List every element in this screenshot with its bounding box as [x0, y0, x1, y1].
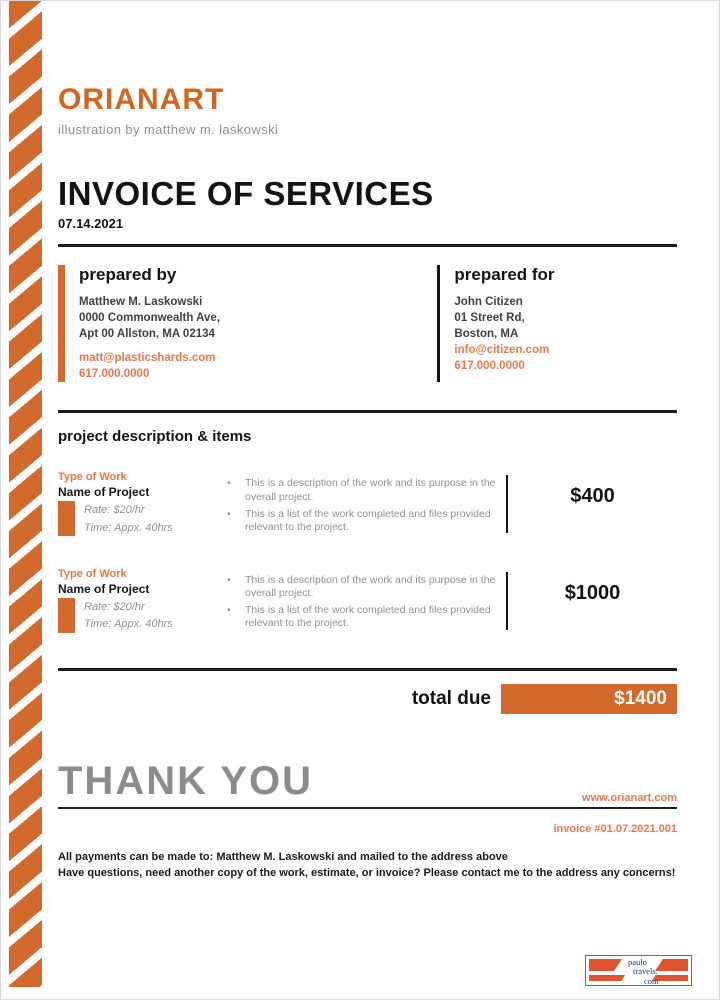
invoice-number: invoice #01.07.2021.001 [553, 823, 677, 836]
prepared-for-address2: Boston, MA [454, 328, 519, 341]
item-price: $1000 [564, 581, 621, 604]
brand-tagline: illustration by matthew m. laskowski [58, 122, 279, 137]
item-rate-time [84, 598, 173, 633]
invoice-date: 07.14.2021 [58, 216, 124, 231]
item-time: Time: Appx. 40hrs [84, 618, 173, 631]
item-price: $400 [570, 485, 615, 508]
prepared-for-phone: 617.000.0000 [454, 360, 525, 373]
item-description-bullet: • This is a description of the work and its purpose in the overall project. [223, 574, 506, 600]
payment-notes [58, 850, 677, 882]
item-description-list [223, 471, 506, 538]
prepared-for-heading: prepared for [454, 265, 555, 284]
line-item-1 [58, 471, 677, 538]
item-rate: Rate: $20/hr [84, 504, 145, 517]
total-row [58, 684, 677, 714]
invoice-content [58, 1, 677, 882]
total-amount-badge: $1400 [501, 684, 677, 714]
item-description-bullet: • This is a list of the work completed and files provided relevant to the project. [223, 508, 506, 534]
item-info [58, 471, 223, 538]
total-due-label: total due [411, 688, 491, 710]
item-project-name: Name of Project [58, 485, 150, 500]
prepared-for-address1: 01 Street Rd, [454, 312, 525, 325]
prepared-by-address1: 0000 Commonwealth Ave, [79, 312, 221, 325]
orange-accent-block [58, 501, 75, 536]
prepared-for-name: John Citizen [454, 296, 523, 308]
prepared-for-email: info@citizen.com [454, 344, 550, 357]
prepared-by-address2: Apt 00 Allston, MA 02134 [79, 328, 215, 341]
watermark-text-line: travels. [633, 966, 658, 977]
prepared-by-heading: prepared by [79, 265, 177, 284]
item-description-bullet: • This is a list of the work completed and files provided relevant to the project. [223, 604, 506, 630]
parties-section [58, 265, 677, 382]
line-item-2 [58, 568, 677, 635]
item-description-bullet: • This is a description of the work and its purpose in the overall project. [223, 477, 506, 503]
paulo-travels-watermark-logo [585, 955, 692, 986]
item-description-list [223, 568, 506, 635]
divider-top [58, 244, 677, 247]
divider-total [58, 668, 677, 671]
brand-logo: ORIANART [58, 83, 225, 116]
invoice-title: INVOICE OF SERVICES [58, 175, 434, 212]
items-section-heading: project description & items [58, 428, 252, 446]
watermark-text-line: com [644, 975, 659, 986]
prepared-for-block [437, 265, 677, 382]
divider-footer [58, 807, 677, 809]
prepared-by-email: matt@plasticshards.com [79, 352, 216, 365]
watermark-text [586, 958, 691, 986]
item-type-of-work: Type of Work [58, 471, 127, 484]
item-meta [58, 501, 223, 536]
payment-note-line: All payments can be made to: Matthew M. Laskowski and mailed to the address above [58, 851, 508, 864]
payment-note-line: Have questions, need another copy of the work, estimate, or invoice? Please contact me to the address any concerns! [58, 867, 676, 880]
item-project-name: Name of Project [58, 581, 150, 596]
orange-accent-block [58, 598, 75, 633]
prepared-by-block [58, 265, 407, 382]
website-url: www.orianart.com [582, 792, 677, 805]
thank-you-message: THANK YOU [58, 759, 314, 804]
item-meta [58, 598, 223, 633]
prepared-by-phone: 617.000.0000 [79, 368, 150, 381]
prepared-by-name: Matthew M. Laskowski [79, 296, 203, 308]
left-ribbon-stripe-decoration [9, 1, 42, 987]
item-rate-time [84, 501, 173, 536]
item-info [58, 568, 223, 635]
item-rate: Rate: $20/hr [84, 600, 145, 613]
watermark-text-line: paulo [628, 957, 647, 967]
item-time: Time: Appx. 40hrs [84, 521, 173, 534]
divider-items [58, 410, 677, 413]
item-type-of-work: Type of Work [58, 567, 127, 580]
